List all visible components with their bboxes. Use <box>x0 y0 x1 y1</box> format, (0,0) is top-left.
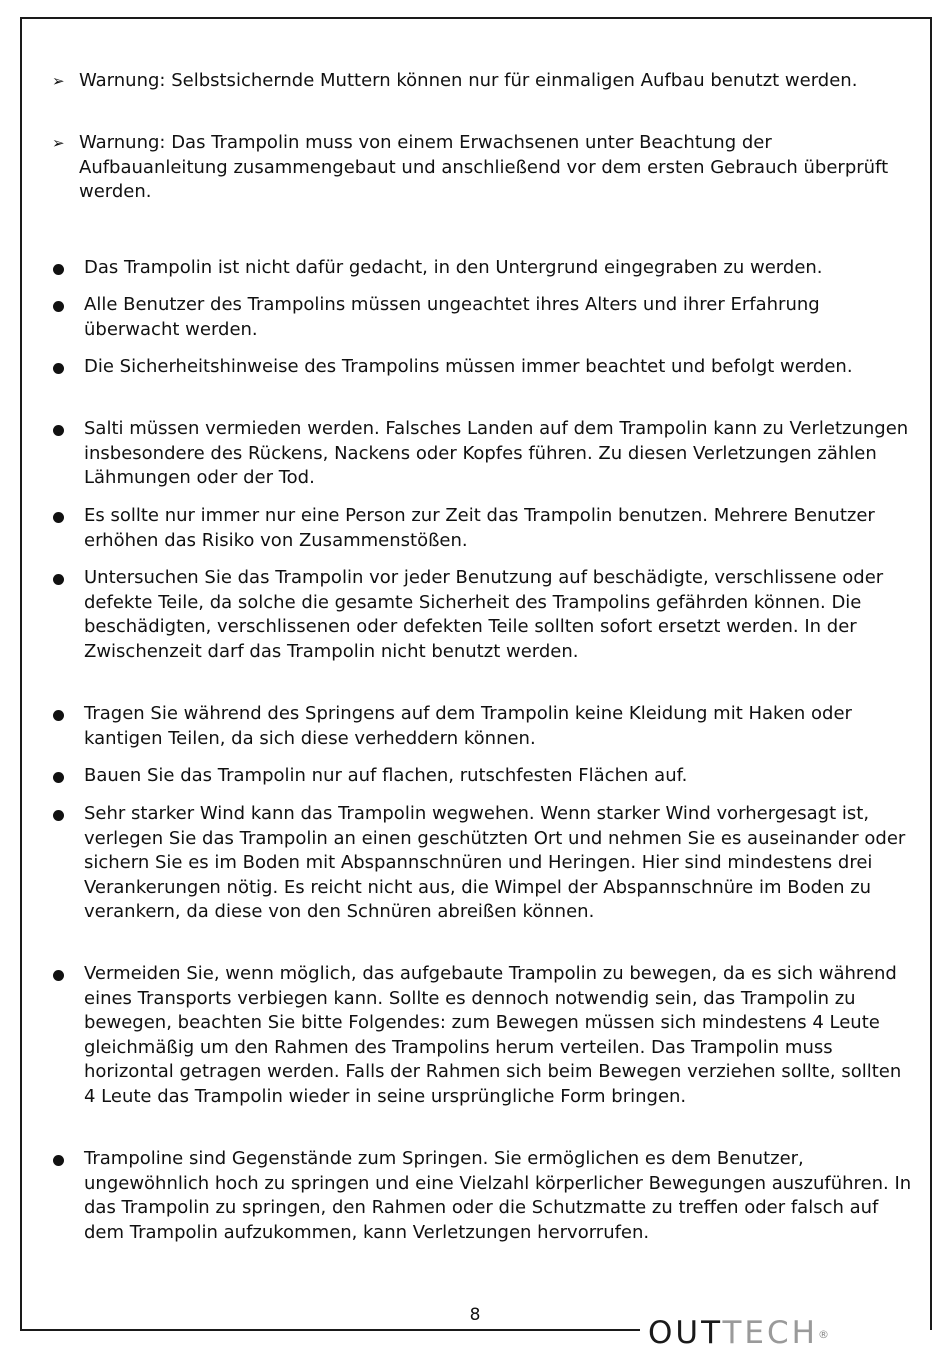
list-item-text: Trampoline sind Gegenstände zum Springen. Sie ermöglichen es dem Benutzer, ungewöhnlich hoch zu springen und eine Vielzahl körperlicher Bewegungen auszuführen. In das Trampolin zu springen, den Rahmen oder die Schutzmatte zu treffen oder falsch auf dem Trampolin aufzukommen, kann Verletzungen hervorrufen. <box>84 1148 912 1243</box>
list-item <box>52 293 912 342</box>
brand-logo <box>648 1316 829 1350</box>
list-item <box>52 962 912 1109</box>
warning-item <box>52 131 912 205</box>
list-item-text: Es sollte nur immer nur eine Person zur Zeit das Trampolin benutzen. Mehrere Benutzer erhöhen das Risiko von Zusammenstößen. <box>84 505 875 551</box>
warning-item <box>52 69 912 94</box>
list-item-text: Salti müssen vermieden werden. Falsches Landen auf dem Trampolin kann zu Verletzungen insbesondere des Rückens, Nackens oder Kopfes führen. Zu diesen Verletzungen zählen Lähmungen oder der Tod. <box>84 418 909 488</box>
page-number: 8 <box>469 1305 481 1325</box>
bullet-dot-icon <box>53 363 64 374</box>
warning-text: Warnung: Selbstsichernde Muttern können nur für einmaligen Aufbau benutzt werden. <box>79 70 858 91</box>
page-border <box>20 17 932 1330</box>
bullet-dot-icon <box>53 772 64 783</box>
warning-text: Warnung: Das Trampolin muss von einem Erwachsenen unter Beachtung der Aufbauanleitung zusammengebaut und anschließend vor dem ersten Gebrauch überprüft werden. <box>79 132 889 202</box>
list-item-text: Bauen Sie das Trampolin nur auf flachen, rutschfesten Flächen auf. <box>84 765 688 786</box>
bullet-dot-icon <box>53 425 64 436</box>
list-item <box>52 566 912 664</box>
list-item <box>52 504 912 553</box>
page-border-bottom <box>20 1329 640 1331</box>
list-item <box>52 1147 912 1245</box>
bullet-dot-icon <box>53 810 64 821</box>
bullet-dot-icon <box>53 264 64 275</box>
list-item-text: Tragen Sie während des Springens auf dem Trampolin keine Kleidung mit Haken oder kantigen Teilen, da sich diese verheddern können. <box>84 703 852 749</box>
logo-text-tech: TECH <box>722 1315 818 1351</box>
list-item <box>52 256 912 281</box>
list-item <box>52 764 912 789</box>
list-item-text: Vermeiden Sie, wenn möglich, das aufgebaute Trampolin zu bewegen, da es sich während eines Transports verbiegen kann. Sollte es dennoch notwendig sein, das Trampolin zu bewegen, beachten Sie bitte Folgendes: zum Bewegen müssen sich mindestens 4 Leute gleichmäßig um den Rahmen des Trampolins herum verteilen. Das Trampolin muss horizontal getragen werden. Falls der Rahmen sich beim Bewegen verziehen sollte, sollten 4 Leute das Trampolin wieder in seine ursprüngliche Form bringen. <box>84 963 902 1107</box>
bullet-dot-icon <box>53 574 64 585</box>
list-item-text: Alle Benutzer des Trampolins müssen ungeachtet ihres Alters und ihrer Erfahrung überwacht werden. <box>84 294 820 340</box>
logo-text-out: OUT <box>648 1315 723 1351</box>
list-item <box>52 417 912 491</box>
list-item <box>52 802 912 925</box>
bullet-dot-icon <box>53 1155 64 1166</box>
bullet-dot-icon <box>53 970 64 981</box>
bullet-dot-icon <box>53 301 64 312</box>
list-item <box>52 355 912 380</box>
registered-mark: ® <box>817 1328 829 1341</box>
list-item <box>52 702 912 751</box>
arrow-bullet-icon: ➢ <box>52 72 65 90</box>
list-item-text: Das Trampolin ist nicht dafür gedacht, in den Untergrund eingegraben zu werden. <box>84 257 823 278</box>
bullet-dot-icon <box>53 710 64 721</box>
list-item-text: Sehr starker Wind kann das Trampolin wegwehen. Wenn starker Wind vorhergesagt ist, verlegen Sie das Trampolin an einen geschützten Ort und nehmen Sie es auseinander oder sichern Sie es im Boden mit Abspannschnüren und Heringen. Hier sind mindestens drei Verankerungen nötig. Es reicht nicht aus, die Wimpel der Abspannschnüre im Boden zu verankern, da diese von den Schnüren abreißen können. <box>84 803 906 922</box>
list-item-text: Untersuchen Sie das Trampolin vor jeder Benutzung auf beschädigte, verschlissene oder defekte Teile, da solche die gesamte Sicherheit des Trampolins gefährden können. Die beschädigten, verschlissenen oder defekten Teile sollten sofort ersetzt werden. In der Zwischenzeit darf das Trampolin nicht benutzt werden. <box>84 567 884 662</box>
arrow-bullet-icon: ➢ <box>52 134 65 152</box>
list-item-text: Die Sicherheitshinweise des Trampolins müssen immer beachtet und befolgt werden. <box>84 356 853 377</box>
bullet-dot-icon <box>53 512 64 523</box>
